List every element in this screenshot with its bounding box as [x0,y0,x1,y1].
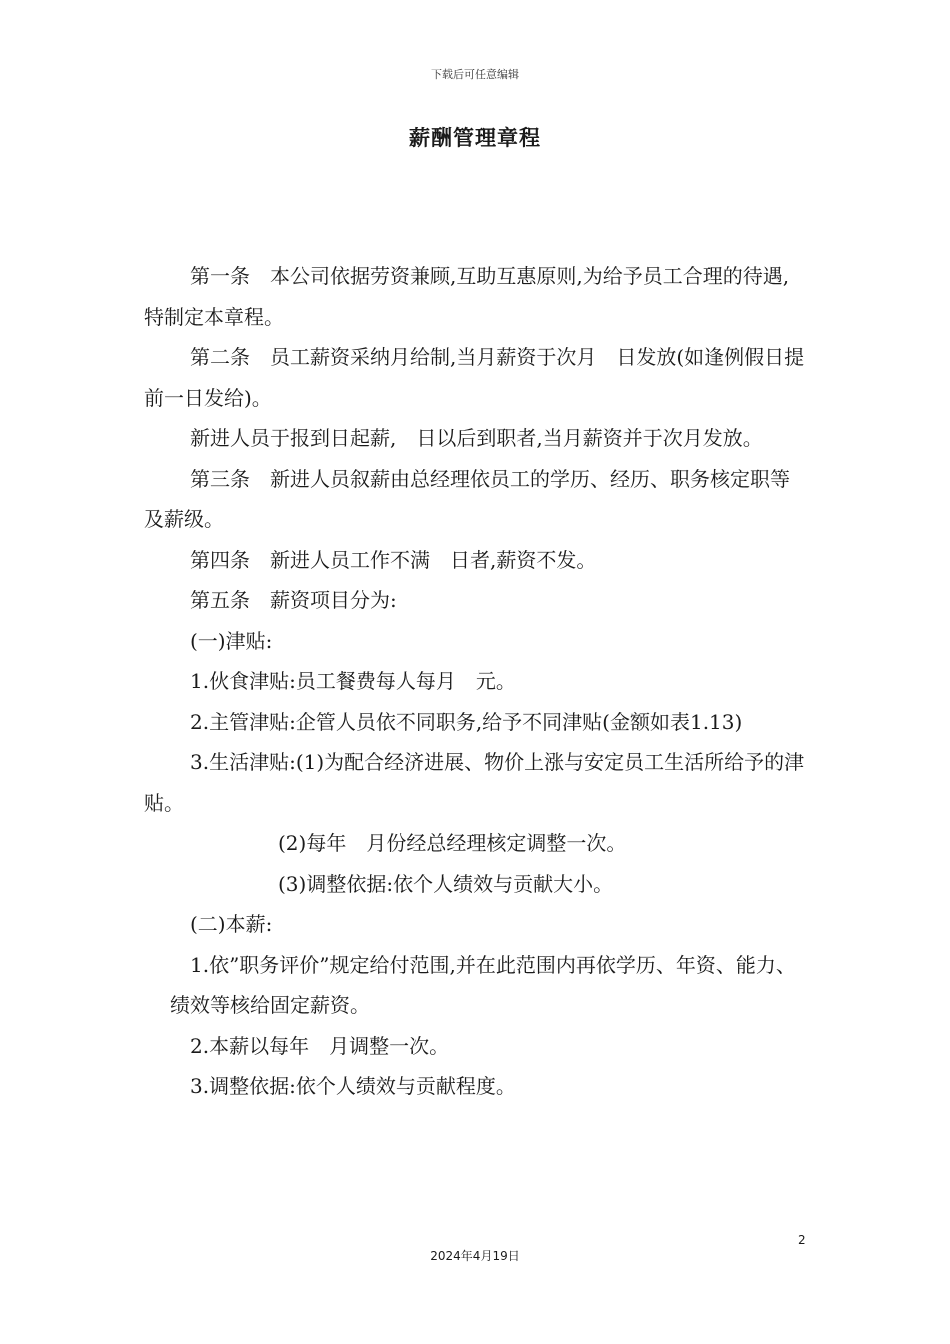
article-4: 第四条 新进人员工作不满 日者,薪资不发。 [190,547,597,572]
section-base-salary: (二)本薪: [190,912,273,936]
footer-date: 2024年4月19日 [430,1249,520,1263]
page-number: 2 [798,1233,806,1247]
allowance-living: 3.生活津贴:(1)为配合经济进展、物价上涨与安定员工生活所给予的津贴。 [144,750,805,815]
base-salary-2: 2.本薪以每年 月调整一次。 [190,1033,450,1058]
document-title: 薪酬管理章程 [409,126,541,150]
article-2-note: 新进人员于报到日起薪, 日以后到职者,当月薪资并于次月发放。 [190,426,763,450]
section-allowance: (一)津贴: [190,628,273,653]
article-2: 第二条 员工薪资采纳月给制,当月薪资于次月 日发放(如逢例假日提前一日发给)。 [144,345,805,410]
article-3: 第三条 新进人员叙薪由总经理依员工的学历、经历、职务核定职等及薪级。 [144,466,790,531]
allowance-meal: 1.伙食津贴:员工餐费每人每月 元。 [190,669,516,693]
allowance-living-3: (3)调整依据:依个人绩效与贡献大小。 [278,871,614,896]
allowance-supervisor: 2.主管津贴:企管人员依不同职务,给予不同津贴(金额如表1.13) [190,709,743,734]
document-body [144,256,808,1107]
allowance-living-2: (2)每年 月份经总经理核定调整一次。 [278,831,627,855]
article-1: 第一条 本公司依据劳资兼顾,互助互惠原则,为给予员工合理的待遇,特制定本章程。 [144,264,790,329]
base-salary-3: 3.调整依据:依个人绩效与贡献程度。 [190,1074,516,1098]
page-header: 下载后可任意编辑 [431,68,519,81]
article-5: 第五条 薪资项目分为: [190,588,397,612]
base-salary-1: 1.依”职务评价”规定给付范围,并在此范围内再依学历、年资、能力、绩效等核给固定薪资。 [170,952,796,1017]
